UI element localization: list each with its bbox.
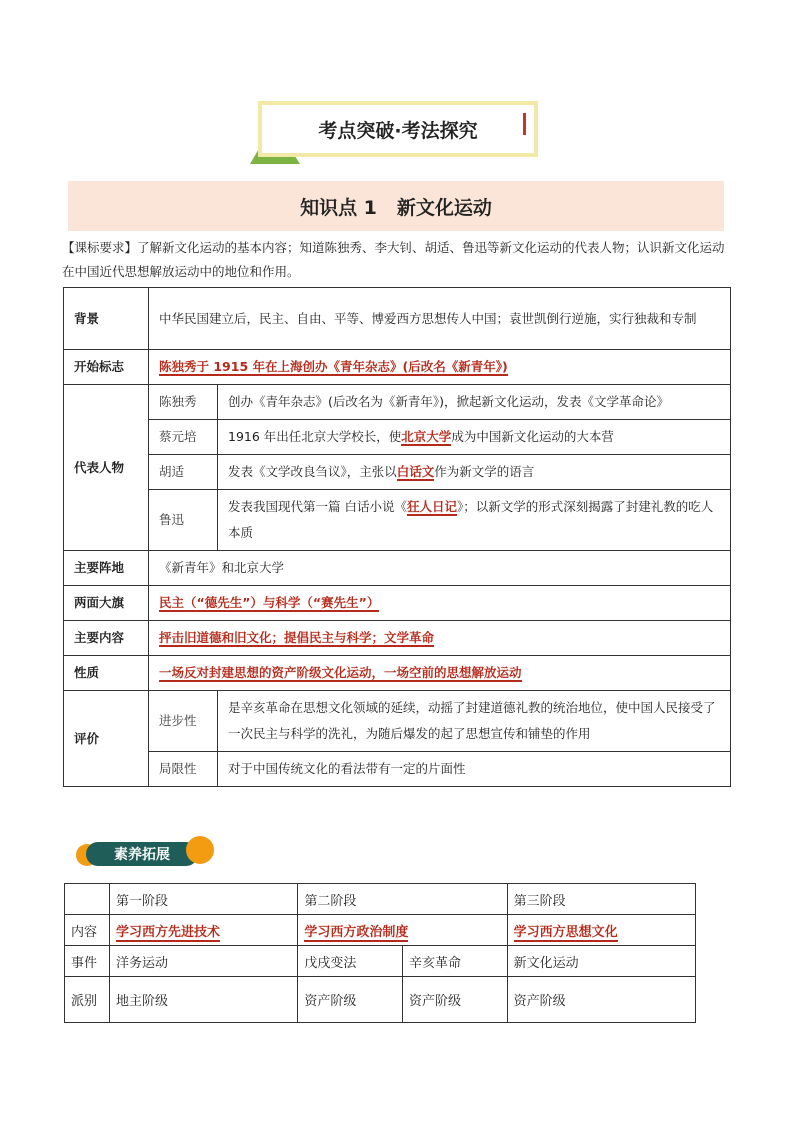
class-row-label: 派别	[65, 977, 110, 1023]
nature-text: 一场反对封建思想的资产阶级文化运动，一场空前的思想解放运动	[159, 665, 522, 680]
stage-header: 第一阶段	[110, 884, 298, 915]
banner-title: 考点突破·考法探究	[318, 119, 478, 142]
orange-icon	[186, 836, 214, 864]
stage-event: 辛亥革命	[402, 946, 507, 977]
stage-event: 洋务运动	[110, 946, 298, 977]
person-desc: 创办《青年杂志》(后改名为《新青年》)，掀起新文化运动，发表《文学革命论》	[218, 385, 731, 420]
banner-accent	[523, 113, 526, 135]
background-text: 中华民国建立后，民主、自由、平等、博爱西方思想传人中国；袁世凯倒行逆施，实行独裁和专制	[149, 288, 731, 350]
event-row-label: 事件	[65, 946, 110, 977]
stage-header: 第三阶段	[507, 884, 695, 915]
kp-label: 知识点 1	[300, 196, 377, 219]
start-text: 陈独秀于 1915 年在上海创办《青年杂志》(后改名《新青年》)	[159, 359, 508, 374]
person-name: 胡适	[149, 455, 218, 490]
stage-content: 学习西方思想文化	[513, 924, 618, 940]
flags-label: 两面大旗	[64, 586, 149, 621]
section-banner	[258, 101, 538, 157]
people-label: 代表人物	[64, 385, 149, 551]
base-text: 《新青年》和北京大学	[149, 551, 731, 586]
person-desc: 发表我国现代第一篇 白话小说《狂人日记》；以新文学的形式深刻揭露了封建礼教的吃人本质	[218, 490, 731, 551]
person-name: 鲁迅	[149, 490, 218, 551]
progress-text: 是辛亥革命在思想文化领域的延续，动摇了封建道德礼教的统治地位，使中国人民接受了一次民主与科学的洗礼，为随后爆发的起了思想宣传和铺垫的作用	[218, 691, 731, 752]
stage-event: 新文化运动	[507, 946, 695, 977]
new-culture-table	[63, 287, 731, 787]
nature-label: 性质	[64, 656, 149, 691]
stage-table	[64, 883, 696, 1023]
kp-title: 新文化运动	[396, 196, 492, 219]
curriculum-requirement: 【课标要求】了解新文化运动的基本内容；知道陈独秀、李大钊、胡适、鲁迅等新文化运动的代表人物；认识新文化运动在中国近代思想解放运动中的地位和作用。	[62, 240, 725, 279]
person-desc: 发表《文学改良刍议》，主张以白话文作为新文学的语言	[218, 455, 731, 490]
stage-class: 资产阶级	[507, 977, 695, 1023]
person-desc: 1916 年出任北京大学校长，使北京大学成为中国新文化运动的大本营	[218, 420, 731, 455]
start-label: 开始标志	[64, 350, 149, 385]
stage-content: 学习西方政治制度	[304, 924, 409, 940]
extension-badge	[86, 842, 198, 866]
base-label: 主要阵地	[64, 551, 149, 586]
evaluation-label: 评价	[64, 691, 149, 787]
stage-class: 资产阶级	[298, 977, 403, 1023]
progress-label: 进步性	[149, 691, 218, 752]
content-label: 主要内容	[64, 621, 149, 656]
background-label: 背景	[64, 288, 149, 350]
limit-text: 对于中国传统文化的看法带有一定的片面性	[218, 752, 731, 787]
extension-label: 素养拓展	[114, 847, 170, 863]
stage-header: 第二阶段	[298, 884, 507, 915]
content-row-label: 内容	[65, 915, 110, 946]
person-name: 蔡元培	[149, 420, 218, 455]
content-text: 抨击旧道德和旧文化；提倡民主与科学；文学革命	[159, 630, 435, 645]
stage-class: 资产阶级	[402, 977, 507, 1023]
stage-event: 戊戌变法	[298, 946, 403, 977]
limit-label: 局限性	[149, 752, 218, 787]
stage-content: 学习西方先进技术	[116, 924, 221, 940]
stage-class: 地主阶级	[110, 977, 298, 1023]
knowledge-point-title	[68, 181, 724, 231]
flags-text: 民主（“德先生”）与科学（“赛先生”）	[159, 595, 380, 610]
person-name: 陈独秀	[149, 385, 218, 420]
